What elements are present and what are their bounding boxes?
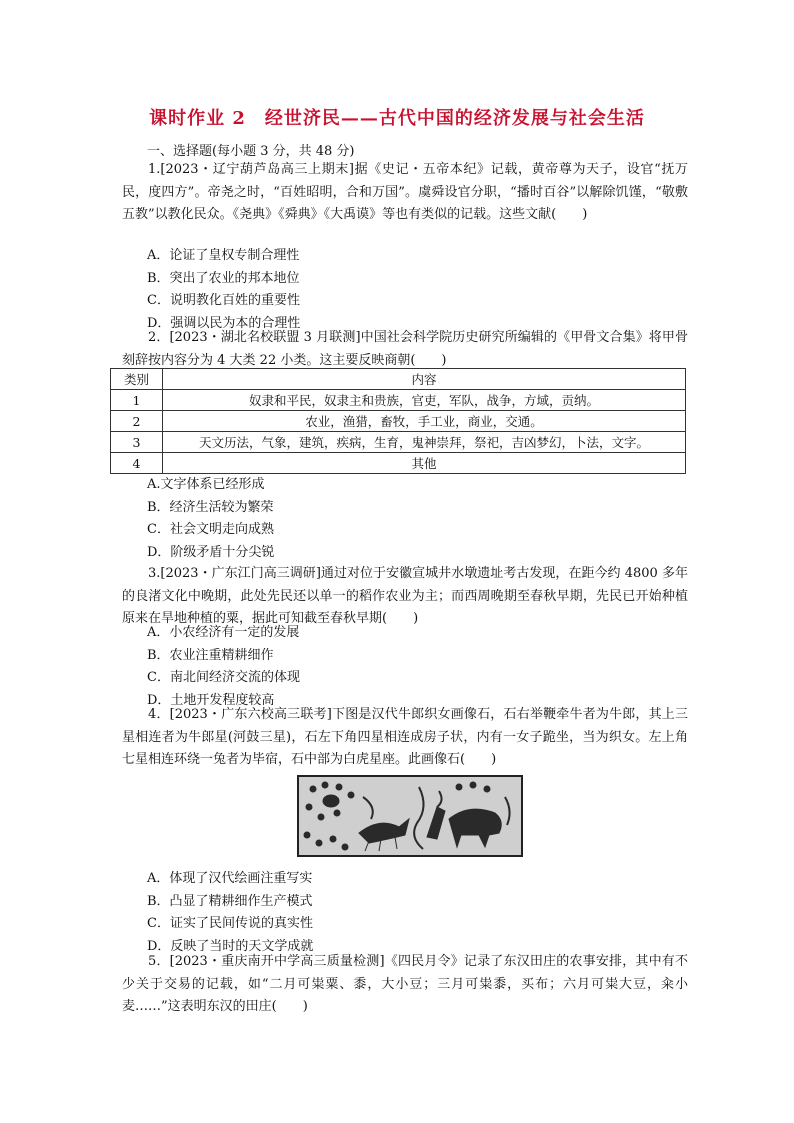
question-2: 2．[2023・湖北名校联盟 3 月联测]中国社会科学院历史研究所编辑的《甲骨文合集》将甲骨刻辞按内容分为 4 大类 22 小类。这主要反映商朝( ) xyxy=(122,330,688,368)
question-5: 5．[2023・重庆南开中学高三质量检测]《四民月令》记录了东汉田庄的农事安排，其中有不少关于交易的记载，如“二月可粜粟、黍，大小豆；三月可粜黍，买布；六月可粜大豆，籴小麦……”这表明东汉的田庄( ) xyxy=(122,954,688,1014)
question-3-options xyxy=(147,622,300,712)
question-2-options xyxy=(147,474,274,564)
stone-relief-image xyxy=(297,775,523,857)
table-row xyxy=(111,390,686,411)
option-a[interactable]: A．论证了皇权专制合理性 xyxy=(147,248,300,263)
table-row xyxy=(111,453,686,474)
table-row xyxy=(111,432,686,453)
table-header-row xyxy=(111,369,686,390)
option-c[interactable]: C．说明教化百姓的重要性 xyxy=(147,293,300,308)
table-header-category: 类别 xyxy=(111,369,163,390)
option-a[interactable]: A．体现了汉代绘画注重写实 xyxy=(147,871,313,886)
table-header-content: 内容 xyxy=(163,369,686,390)
option-b[interactable]: B．凸显了精耕细作生产模式 xyxy=(147,893,313,909)
option-a[interactable]: A.文字体系已经形成 xyxy=(147,477,265,492)
page-title: 课时作业 2 经世济民——古代中国的经济发展与社会生活 xyxy=(149,108,645,129)
table-cell-category: 2 xyxy=(111,411,163,432)
option-b[interactable]: B．突出了农业的邦本地位 xyxy=(147,270,300,286)
option-b[interactable]: B．农业注重精耕细作 xyxy=(147,647,274,663)
option-a[interactable]: A．小农经济有一定的发展 xyxy=(147,625,300,640)
option-c[interactable]: C．南北间经济交流的体现 xyxy=(147,670,300,685)
option-d[interactable]: D．阶级矛盾十分尖锐 xyxy=(147,544,275,560)
question-4: 4．[2023・广东六校高三联考]下图是汉代牛郎织女画像石，石右举鞭牵牛者为牛郎，其上三星相连者为牛郎星(河鼓三星)，石左下角四星相连成房子状，内有一女子跪坐，当为织女。左上角七星相连环绕一兔者为毕宿，石中部为白虎星座。此画像石( ) xyxy=(122,707,688,767)
section-heading: 一、选择题(每小题 3 分，共 48 分) xyxy=(147,144,355,159)
question-1: 1.[2023・辽宁葫芦岛高三上期末]据《史记・五帝本纪》记载，黄帝尊为天子，设官“抚万民，度四方”。帝尧之时，“百姓昭明，合和万国”。虞舜设官分职，“播时百谷”以解除饥馑，“敬敷五教”以教化民众。《尧典》《舜典》《大禹谟》等也有类似的记载。这些文献( ) xyxy=(122,162,688,222)
table-cell-content: 天文历法，气象，建筑，疾病，生育，鬼神崇拜，祭祀，吉凶梦幻，卜法，文字。 xyxy=(163,432,686,453)
question-4-options xyxy=(147,868,313,958)
option-d[interactable]: D．强调以民为本的合理性 xyxy=(147,315,301,331)
option-d[interactable]: D．反映了当时的天文学成就 xyxy=(147,938,314,954)
option-d[interactable]: D．土地开发程度较高 xyxy=(147,692,275,708)
question-3: 3.[2023・广东江门高三调研]通过对位于安徽宣城井水墩遗址考古发现，在距今约 4800 多年的良渚文化中晚期，此处先民还以单一的稻作农业为主；而西周晚期至春秋早期，先民已开始种植原来在旱地种植的粟，据此可知截至春秋早期( ) xyxy=(122,566,688,626)
question-1-options xyxy=(147,245,300,335)
option-b[interactable]: B．经济生活较为繁荣 xyxy=(147,499,274,515)
oracle-bone-table xyxy=(110,368,686,474)
table-cell-content: 其他 xyxy=(163,453,686,474)
table-cell-content: 农业，渔猎，畜牧，手工业，商业，交通。 xyxy=(163,411,686,432)
table-cell-category: 1 xyxy=(111,390,163,411)
table-cell-category: 3 xyxy=(111,432,163,453)
table-row xyxy=(111,411,686,432)
option-c[interactable]: C．社会文明走向成熟 xyxy=(147,522,274,537)
option-c[interactable]: C．证实了民间传说的真实性 xyxy=(147,916,313,931)
table-cell-category: 4 xyxy=(111,453,163,474)
table-cell-content: 奴隶和平民，奴隶主和贵族，官吏，军队，战争，方域，贡纳。 xyxy=(163,390,686,411)
